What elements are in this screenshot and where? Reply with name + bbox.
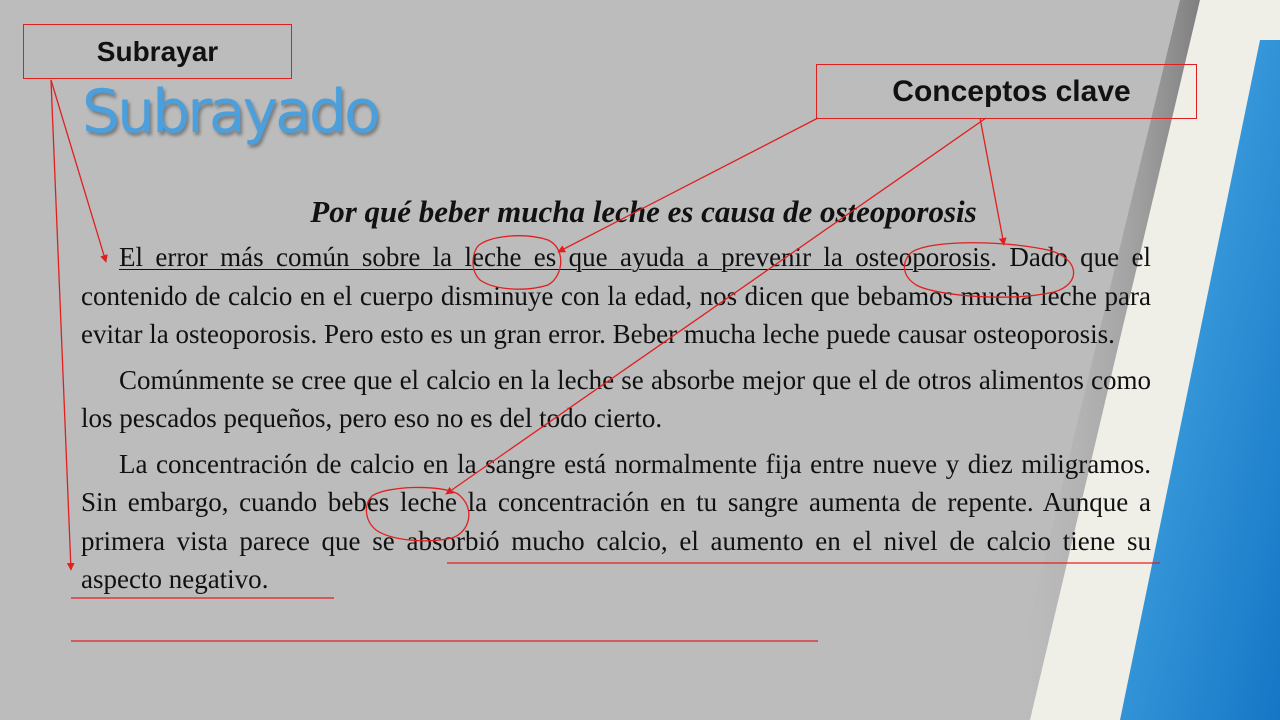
text-segment: . Aunque a primera vista parece que se absorbió mucho calcio, <box>81 487 1151 556</box>
label-subrayar-text: Subrayar <box>96 35 219 67</box>
label-conceptos-box <box>816 64 1197 119</box>
underlined-first-sentence <box>119 242 990 272</box>
label-conceptos-text: Conceptos clave <box>892 74 1131 108</box>
underlined-phrase-1: cuando bebes leche la concentración en tu sangre aumenta de repente <box>239 487 1027 517</box>
text-segment: es que ayuda a prevenir la <box>521 242 856 272</box>
label-subrayar-box <box>23 24 292 79</box>
paragraph-3 <box>81 445 1151 599</box>
keyword-osteoporosis: osteoporosis <box>855 242 991 272</box>
slide-heading: Subrayado <box>82 77 378 147</box>
text-segment: . <box>261 564 269 594</box>
text-segment: La concentración de <box>119 448 351 479</box>
paragraph-2: Comúnmente se cree que el calcio en la leche se absorbe mejor que el de otros alimentos como los pescados pequeños, pero eso no es del todo cierto. <box>81 364 1151 433</box>
text-segment: . Dado que el contenido de calcio en el cuerpo disminuye con la edad, nos dicen que bebamos mucha leche para evitar la osteoporosis. Pero esto es un gran error. Beber mucha leche puede causar osteoporosis. <box>81 242 1151 349</box>
underlined-phrase-2: el aumento en el nivel de calcio tiene su aspecto negativo <box>81 525 1151 594</box>
keyword-calcio: calcio <box>350 448 415 479</box>
article-title: Por qué beber mucha leche es causa de osteoporosis <box>310 194 977 229</box>
text-segment: El error más común sobre la <box>119 242 465 272</box>
article-body <box>81 192 1151 606</box>
keyword-leche: leche <box>464 242 522 272</box>
text-segment: en la sangre está normalmente fija entre nueve y diez miligramos. Sin embargo, <box>81 448 1152 517</box>
paragraph-1 <box>81 238 1151 354</box>
